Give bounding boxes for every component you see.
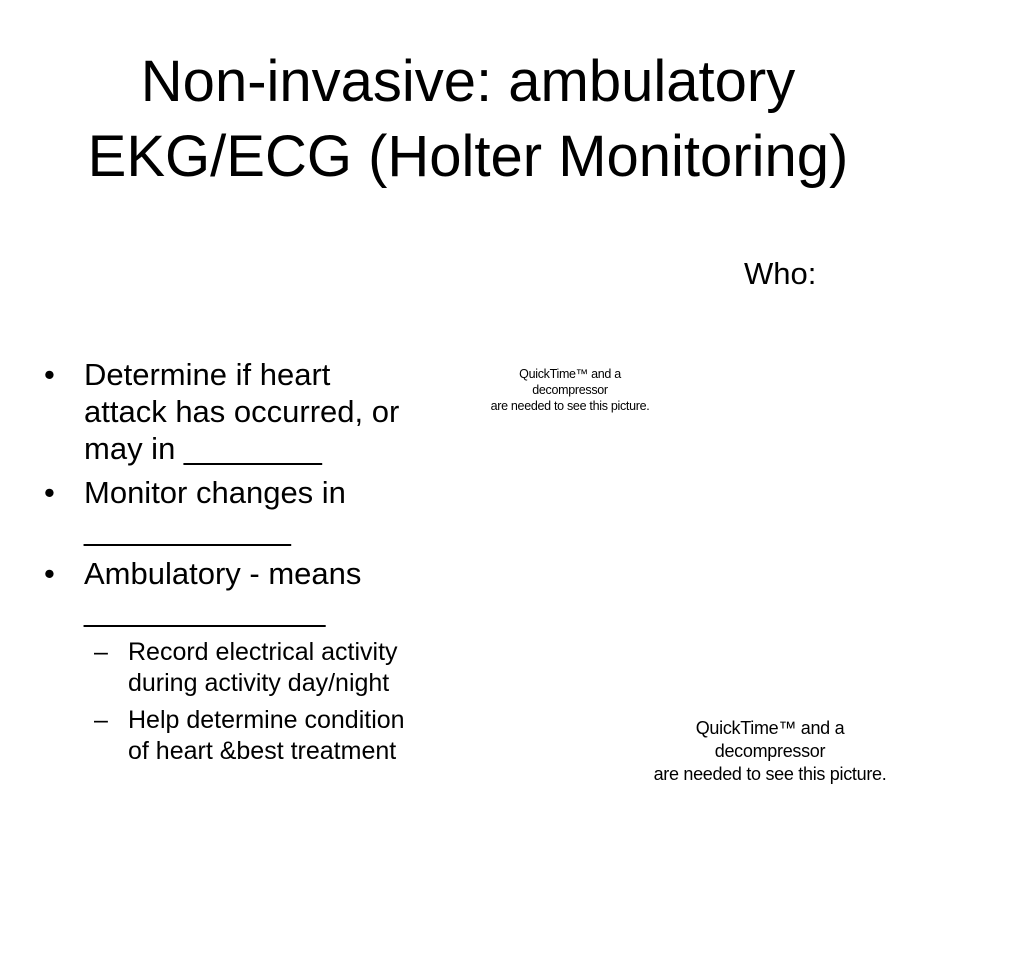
placeholder-line: QuickTime™ and a xyxy=(519,367,621,381)
bullet-item xyxy=(40,356,460,467)
placeholder-line: decompressor xyxy=(532,383,608,397)
who-label: Who: xyxy=(744,256,817,291)
sub-bullet-list xyxy=(84,637,460,767)
bullet-text-line: Determine if heart xyxy=(84,357,331,392)
bullet-text-line: ____________ xyxy=(84,512,291,547)
bullet-text-line: attack has occurred, or xyxy=(84,394,400,429)
sub-bullet-marker: – xyxy=(94,706,108,734)
sub-bullet-marker: – xyxy=(94,638,108,666)
sub-bullet-text-line: of heart &best treatment xyxy=(128,737,397,765)
quicktime-placeholder-small xyxy=(480,366,660,414)
bullet-marker: • xyxy=(44,556,55,591)
quicktime-placeholder-large xyxy=(620,717,920,786)
bullet-text-line: ______________ xyxy=(84,593,326,628)
bullet-item xyxy=(40,474,460,548)
sub-bullet-text-line: Record electrical activity xyxy=(128,638,398,666)
placeholder-line: QuickTime™ and a xyxy=(695,718,845,738)
placeholder-line: are needed to see this picture. xyxy=(653,764,887,784)
sub-bullet-text-line: Help determine condition xyxy=(128,706,405,734)
bullet-marker: • xyxy=(44,357,55,392)
bullet-marker: • xyxy=(44,475,55,510)
bullet-text-line: Monitor changes in xyxy=(84,475,346,510)
sub-bullet-item xyxy=(84,705,460,767)
bullet-text-line: Ambulatory - means xyxy=(84,556,362,591)
sub-bullet-text-line: during activity day/night xyxy=(128,669,390,697)
sub-bullet-item xyxy=(84,637,460,699)
placeholder-line: are needed to see this picture. xyxy=(490,399,650,413)
slide-title xyxy=(0,44,936,194)
slide-title-line-1: Non-invasive: ambulatory xyxy=(140,49,796,114)
bullet-text-line: may in ________ xyxy=(84,431,322,466)
bullet-list xyxy=(40,356,460,774)
bullet-item xyxy=(40,555,460,767)
slide-title-line-2: EKG/ECG (Holter Monitoring) xyxy=(87,124,849,189)
placeholder-line: decompressor xyxy=(714,741,826,761)
